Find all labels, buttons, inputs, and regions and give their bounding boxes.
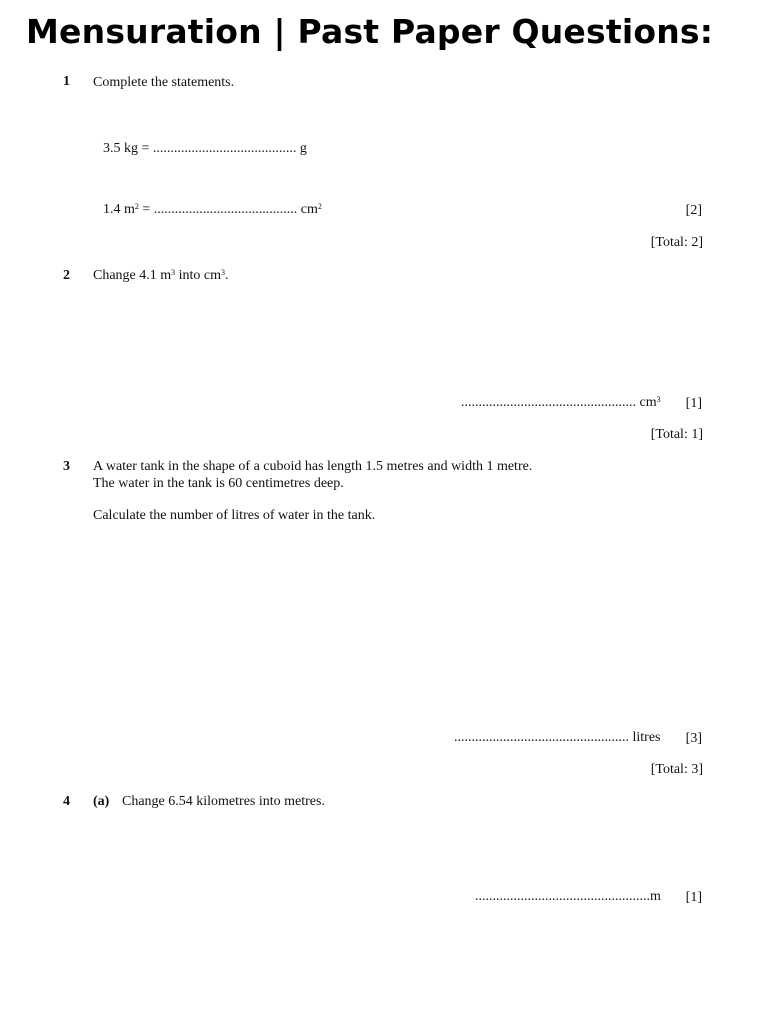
- question-1-line-2-unit: $cm^2$: [300, 202, 322, 217]
- answer-line-q3[interactable]: ..................................................: [454, 730, 629, 745]
- question-4a-prompt: Change 6.54 kilometres into metres.: [122, 794, 325, 809]
- answer-line-q4a[interactable]: ..................................................: [475, 889, 650, 904]
- question-2-prompt: Change 4.1 $m^3$ into $cm^3$.: [93, 268, 229, 283]
- question-3-number: 3: [63, 459, 70, 474]
- question-1-prompt: Complete the statements.: [93, 75, 235, 90]
- answer-line-q2[interactable]: ..................................................: [461, 395, 636, 410]
- answer-line-q1-2[interactable]: .........................................: [153, 202, 298, 217]
- question-4a-answer: [475, 888, 661, 905]
- question-4a-marks: [1]: [685, 890, 702, 905]
- question-1-line-1: [103, 140, 307, 157]
- question-1-line-2-lhs: 1.4 $m^2$ =: [103, 202, 151, 217]
- question-3-answer-unit: litres: [632, 730, 661, 745]
- question-1-total: [Total: 2]: [650, 235, 703, 250]
- answer-line-q1-1[interactable]: .........................................: [152, 141, 297, 156]
- question-2-answer-unit: $cm^3$: [639, 395, 661, 410]
- question-3-line-3: Calculate the number of litres of water in the tank.: [93, 508, 376, 523]
- question-1-marks: [2]: [685, 203, 702, 218]
- question-3-answer: [454, 729, 661, 746]
- question-2-answer: [461, 394, 661, 411]
- question-1-number: 1: [63, 74, 70, 89]
- question-3-total: [Total: 3]: [650, 762, 703, 777]
- question-2-total: [Total: 1]: [650, 427, 703, 442]
- question-4a-answer-unit: m: [650, 889, 661, 904]
- question-2-number: 2: [63, 268, 70, 283]
- question-1-line-1-lhs: 3.5 kg =: [103, 141, 150, 156]
- question-3-line-2: The water in the tank is 60 centimetres deep.: [93, 476, 344, 491]
- question-1-line-1-unit: g: [299, 141, 307, 156]
- question-1-line-2: [103, 201, 322, 218]
- question-3-line-1: A water tank in the shape of a cuboid has length 1.5 metres and width 1 metre.: [93, 459, 533, 474]
- question-3-marks: [3]: [685, 731, 702, 746]
- page-title: Mensuration | Past Paper Questions:: [26, 12, 714, 51]
- question-2-marks: [1]: [685, 396, 702, 411]
- question-4a-label: (a): [93, 794, 110, 809]
- question-4-number: 4: [63, 794, 70, 809]
